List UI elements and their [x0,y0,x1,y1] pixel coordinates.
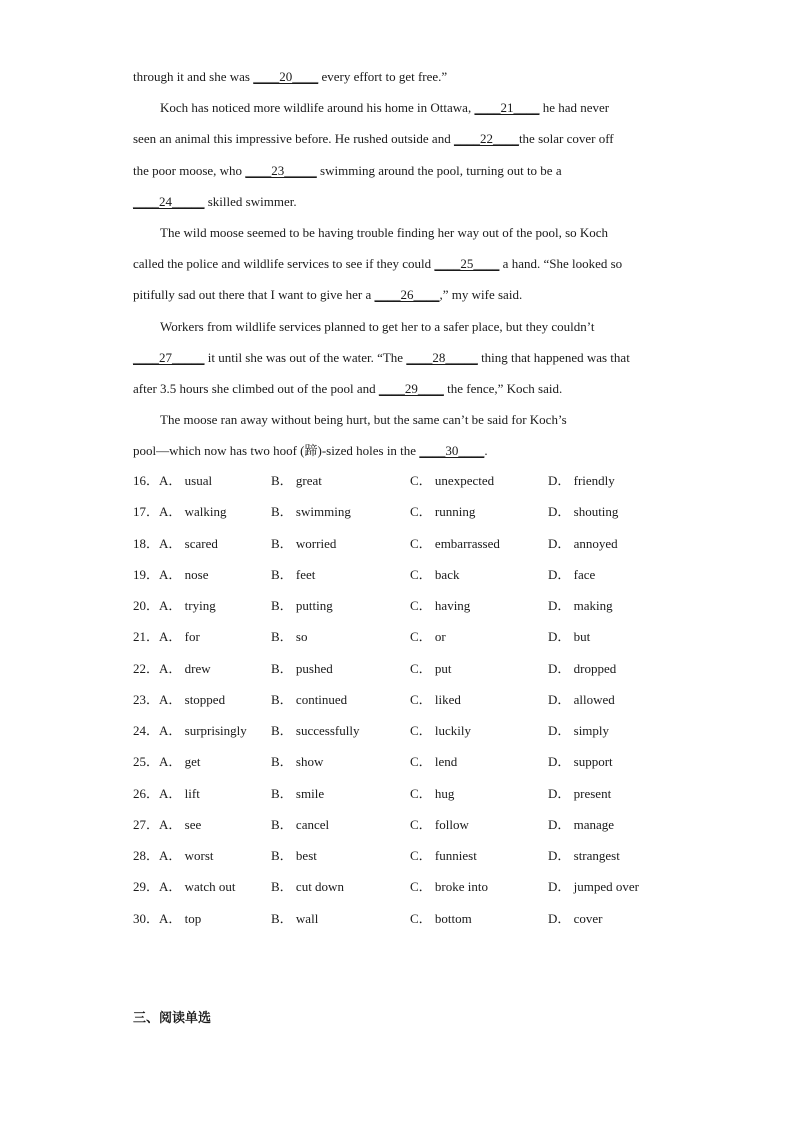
passage-line: called the police and wildlife services to see if they could ____25____ a hand. “She looked so [133,256,623,272]
option-b[interactable]: B． wall [271,910,319,926]
option-c[interactable]: C． lend [410,754,458,770]
option-a[interactable]: 24．A． surprisingly [133,723,247,738]
option-a[interactable]: 19．A． nose [133,566,209,582]
question-row [133,496,673,527]
option-a[interactable]: 26．A． lift [133,785,200,801]
option-b[interactable]: B． best [271,848,317,863]
passage-line: pitifully sad out there that I want to give her a ____26____,” my wife said. [133,287,523,303]
option-b[interactable]: B． swimming [271,504,351,520]
option-a[interactable]: 22．A． drew [133,660,211,676]
option-a[interactable]: 21．A． for [133,629,200,645]
option-a[interactable]: 20．A． trying [133,598,216,613]
option-a[interactable]: 25．A． get [133,754,201,770]
blank-23: ____23_____ [245,162,317,178]
option-b[interactable]: B． smile [271,785,325,801]
question-row [133,653,673,684]
question-row [133,871,673,902]
option-d[interactable]: D． simply [548,723,610,738]
question-row [133,684,673,715]
option-d[interactable]: D． strangest [548,848,620,863]
option-a[interactable]: 23．A． stopped [133,691,226,707]
option-b[interactable]: B． continued [271,691,348,707]
passage-line: after 3.5 hours she climbed out of the pool and ____29____ the fence,” Koch said. [133,380,563,396]
option-d[interactable]: D． friendly [548,473,615,488]
option-b[interactable]: B． great [271,473,322,488]
option-d[interactable]: D． dropped [548,660,617,676]
section-title: 三、阅读单选 [133,1011,212,1026]
option-b[interactable]: B． worried [271,535,337,551]
option-a[interactable]: 30．A． top [133,910,202,926]
blank-26: ____26____ [374,287,440,303]
option-c[interactable]: C． luckily [410,723,472,738]
passage-line: pool—which now has two hoof (蹄)-sized holes in the ____30____. [133,443,488,459]
option-c[interactable]: C． put [410,660,452,676]
option-b[interactable]: B． cancel [271,816,330,832]
blank-27: ____27_____ [133,349,205,365]
blank-30: ____30____ [419,443,485,459]
blank-25: ____25____ [434,256,500,272]
option-c[interactable]: C． embarrassed [410,535,500,551]
option-c[interactable]: C． funniest [410,848,477,863]
option-a[interactable]: 17．A． walking [133,504,227,520]
question-row [133,715,673,746]
option-c[interactable]: C． or [410,629,446,645]
option-b[interactable]: B． successfully [271,723,360,738]
passage-line: through it and she was ____20____ every effort to get free.” [133,69,448,84]
passage-line: ____24_____ skilled swimmer. [133,193,297,209]
option-d[interactable]: D． but [548,629,591,645]
question-row [133,559,673,590]
option-a[interactable]: 16．A． usual [133,473,213,488]
option-d[interactable]: D． allowed [548,691,615,707]
question-row [133,590,673,621]
cloze-passage [133,61,673,466]
passage-line: The moose ran away without being hurt, but the same can’t be said for Koch’s [160,412,567,428]
option-c[interactable]: C． hug [410,785,455,801]
option-d[interactable]: D． support [548,754,613,770]
option-d[interactable]: D． manage [548,816,615,832]
option-c[interactable]: C． follow [410,816,469,832]
question-row [133,746,673,777]
passage-line: seen an animal this impressive before. He rushed outside and ____22____the solar cover off [133,131,614,147]
question-row [133,528,673,559]
blank-20: ____20____ [253,69,319,84]
question-row [133,621,673,652]
option-d[interactable]: D． shouting [548,504,619,520]
option-c[interactable]: C． liked [410,691,461,707]
option-d[interactable]: D． jumped over [548,879,639,895]
answer-options [133,465,673,934]
option-b[interactable]: B． cut down [271,879,344,895]
option-d[interactable]: D． face [548,566,596,582]
option-d[interactable]: D． present [548,785,612,801]
option-c[interactable]: C． running [410,504,476,520]
question-row [133,840,673,871]
passage-line: Koch has noticed more wildlife around his home in Ottawa, ____21____ he had never [160,100,610,116]
blank-29: ____29____ [378,380,444,396]
option-c[interactable]: C． back [410,566,460,582]
blank-28: ____28_____ [406,349,478,365]
option-c[interactable]: C． broke into [410,879,488,895]
option-b[interactable]: B． so [271,629,308,645]
passage-line: the poor moose, who ____23_____ swimming around the pool, turning out to be a [133,162,562,178]
question-row [133,465,673,496]
option-d[interactable]: D． making [548,598,613,613]
option-a[interactable]: 27．A． see [133,816,202,832]
passage-line: Workers from wildlife services planned to get her to a safer place, but they couldn’t [160,318,595,334]
option-d[interactable]: D． annoyed [548,535,618,551]
option-a[interactable]: 18．A． scared [133,535,218,551]
blank-24: ____24_____ [133,193,205,209]
question-row [133,809,673,840]
option-b[interactable]: B． show [271,754,324,770]
blank-22: ____22____ [453,131,519,147]
question-row [133,778,673,809]
option-b[interactable]: B． pushed [271,660,333,676]
option-a[interactable]: 28．A． worst [133,848,214,863]
passage-line: ____27_____ it until she was out of the water. “The ____28_____ thing that happened was that [133,349,630,365]
blank-21: ____21____ [474,100,540,116]
option-c[interactable]: C． unexpected [410,473,495,488]
option-b[interactable]: B． putting [271,598,333,613]
passage-line: The wild moose seemed to be having trouble finding her way out of the pool, so Koch [160,224,609,240]
question-row [133,903,673,934]
option-d[interactable]: D． cover [548,910,603,926]
option-a[interactable]: 29．A． watch out [133,879,236,895]
option-c[interactable]: C． bottom [410,910,472,926]
option-b[interactable]: B． feet [271,566,316,582]
option-c[interactable]: C． having [410,598,471,613]
